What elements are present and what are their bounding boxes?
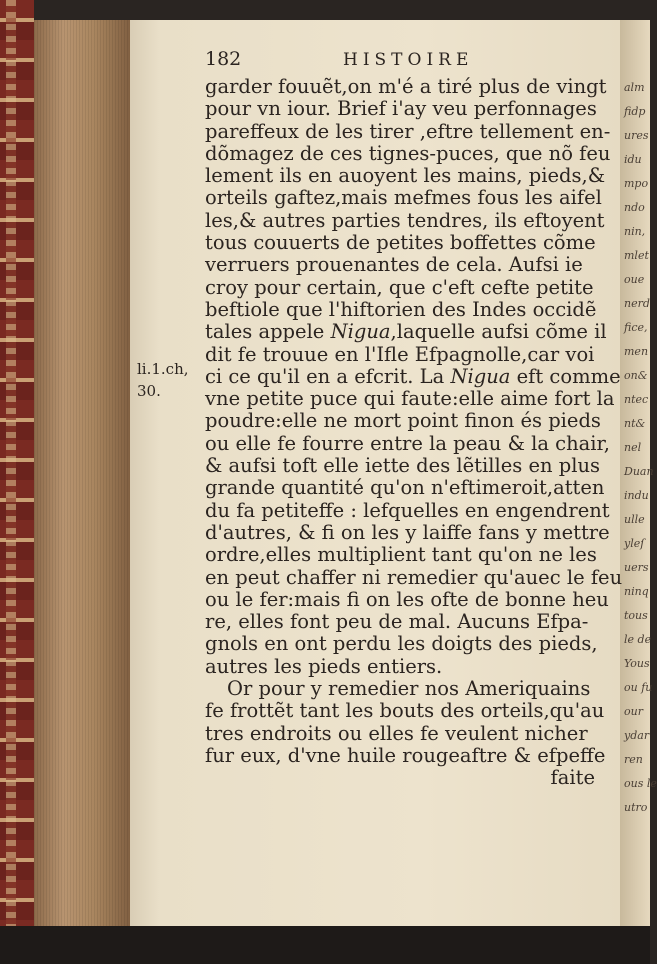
facing-fragment: mpo: [624, 177, 649, 190]
text-run: pareffeux de les tirer ,eftre tellement en-: [205, 119, 611, 143]
facing-fragment: ures: [624, 129, 649, 142]
text-run: du fa petiteffe : lefquelles en engendrent: [205, 498, 610, 522]
text-run: ou elle fe fourre entre la peau & la chair,: [205, 431, 610, 455]
text-line: [205, 633, 597, 655]
text-line: [205, 299, 597, 321]
text-line: [205, 344, 597, 366]
facing-fragment: tous: [624, 609, 648, 622]
facing-fragment: Yous: [624, 657, 650, 670]
text-line: [205, 186, 602, 210]
text-run: ,laquelle aufsi cõme il: [390, 320, 607, 344]
text-run: vne petite puce qui faute:elle aime fort la: [205, 387, 615, 411]
text-line: [205, 208, 605, 232]
facing-fragment: Duan: [624, 465, 654, 478]
text-line: [205, 678, 597, 700]
facing-fragment: ntec: [624, 393, 649, 406]
text-run: verruers prouenantes de cela. Aufsi ie: [205, 253, 583, 277]
text-run: faite: [550, 766, 595, 790]
italic-term: Nigua: [450, 364, 511, 388]
page-edges: [34, 20, 134, 926]
text-run: fur eux, d'vne huile rougeaftre & efpeffe: [205, 743, 606, 767]
facing-fragment: ydar: [624, 729, 650, 742]
facing-fragment: oue: [624, 273, 645, 286]
text-run: poudre:elle ne mort point finon és pieds: [205, 409, 601, 433]
text-run: d'autres, & fi on les y laiffe fans y mettre: [205, 520, 610, 544]
running-title: HISTOIRE: [343, 50, 474, 70]
text-run: gnols en ont perdu les doigts des pieds,: [205, 632, 598, 656]
text-line: [205, 431, 610, 455]
text-line: [205, 232, 597, 254]
facing-fragment: ren: [624, 753, 643, 766]
text-line: [205, 141, 611, 165]
facing-fragment: indu: [624, 489, 649, 502]
facing-fragment: ulle: [624, 513, 645, 526]
text-run: croy pour certain, que c'eft cefte petite: [205, 275, 594, 299]
facing-fragment: ninq: [624, 585, 649, 598]
text-line: [205, 587, 609, 611]
text-run: Or pour y remedier nos Ameriquains: [227, 677, 591, 701]
facing-fragment: men: [624, 345, 649, 358]
text-line: [205, 723, 597, 745]
text-line: [205, 565, 623, 589]
facing-fragment: uers: [624, 561, 649, 574]
text-run: tres endroits ou elles fe veulent nicher: [205, 721, 588, 745]
text-run: lement ils en auoyent les mains, pieds,&: [205, 164, 606, 188]
text-run: ci ce qu'il en a efcrit. La: [205, 364, 451, 388]
text-line: [205, 254, 597, 276]
text-run: garder fouuẽt,on m'é a tiré plus de vingt: [205, 75, 607, 98]
text-run: fe frottẽt tant les bouts des orteils,qu'au: [205, 699, 605, 723]
italic-term: Nigua: [330, 320, 391, 344]
text-line: [205, 364, 621, 388]
text-line: [205, 98, 597, 120]
text-run: autres les pieds entiers.: [205, 654, 443, 678]
text-line: [205, 544, 597, 566]
text-line: [205, 320, 607, 344]
facing-fragment: nin,: [624, 225, 646, 238]
text-run: en peut chaffer ni remedier qu'auec le feu: [205, 565, 623, 589]
text-run: & aufsi toft elle iette des lẽtilles en plus: [205, 454, 601, 478]
text-line: [205, 164, 606, 188]
facing-fragment: ous le: [624, 777, 657, 790]
text-line: [205, 520, 610, 544]
text-run: ordre,elles multiplient tant qu'on ne les: [205, 543, 597, 567]
facing-fragment: idu: [624, 153, 642, 166]
margin-note-line: li.1.ch,: [137, 360, 189, 378]
facing-fragment: alm: [624, 81, 645, 94]
text-run: ou le fer:mais fi on les ofte de bonne heu: [205, 587, 609, 611]
facing-fragment: le de: [624, 633, 652, 646]
text-run: re, elles font peu de mal. Aucuns Efpa-: [205, 610, 589, 634]
background-strip: [0, 926, 650, 964]
facing-fragment: fidp: [624, 105, 646, 118]
text-run: dõmagez de ces tignes-puces, que nõ feu: [205, 141, 611, 165]
facing-fragment: nt&: [624, 417, 646, 430]
text-run: pour vn iour. Brief i'ay veu perfonnages: [205, 97, 597, 121]
body-text: [205, 75, 623, 790]
page-number: 182: [205, 48, 242, 70]
facing-fragment: nel: [624, 441, 642, 454]
text-line: [205, 611, 597, 633]
text-line: [205, 498, 610, 522]
facing-fragment: ndo: [624, 201, 645, 214]
facing-fragment: on&: [624, 369, 648, 382]
text-line: [205, 409, 601, 433]
facing-fragment: utro: [624, 801, 648, 814]
text-line: [205, 277, 597, 299]
margin-note-line: 30.: [137, 382, 161, 400]
text-run: dit fe trouue en l'Ifle Efpagnolle,car voi: [205, 342, 595, 366]
facing-page-text: [624, 76, 657, 820]
margin-note: [137, 358, 199, 402]
text-line: [205, 454, 601, 478]
text-line: [205, 119, 611, 143]
text-run: tales appele: [205, 320, 331, 344]
facing-fragment: nerd: [624, 297, 650, 310]
text-line: [205, 476, 605, 500]
text-run: tous couuerts de petites boffettes cõme: [205, 231, 596, 255]
text-run: eft comme: [510, 364, 621, 388]
facing-fragment: mlet: [624, 249, 649, 262]
page-header: [205, 44, 595, 74]
text-run: grande quantité qu'on n'eftimeroit,atten: [205, 476, 605, 500]
facing-fragment: our: [624, 705, 643, 718]
text-line: [205, 743, 606, 767]
facing-page: [620, 20, 657, 926]
facing-fragment: yleſ: [624, 537, 645, 550]
text-run: orteils gaftez,mais mefmes fous les aifel: [205, 186, 602, 210]
text-line: [205, 699, 605, 723]
facing-fragment: ou fu: [624, 681, 653, 694]
facing-fragment: fice,: [624, 321, 648, 334]
text-line: [205, 767, 597, 789]
text-line: [205, 75, 607, 98]
text-line: [205, 387, 615, 411]
book-binding: [0, 0, 34, 964]
text-run: les,& autres parties tendres, ils eftoyent: [205, 208, 605, 232]
text-run: beftiole que l'hiftorien des Indes occidẽ: [205, 297, 597, 321]
text-line: [205, 656, 597, 678]
